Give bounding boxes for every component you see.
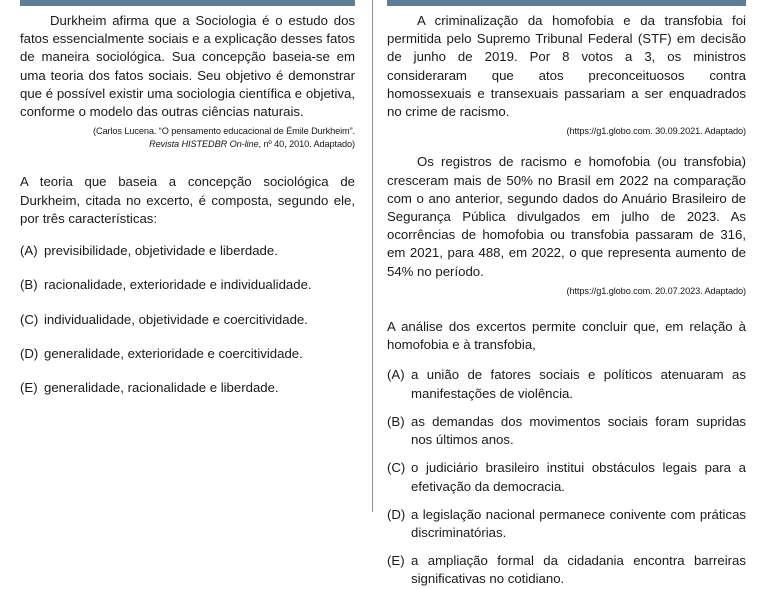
left-source-line-1: (Carlos Lucena. “O pensamento educacional de Émile Durkheim”. xyxy=(93,126,355,137)
option-e-text: a ampliação formal da cidadania encontra barreiras significativas no cotidiano. xyxy=(411,553,746,587)
option-a-text: previsibilidade, objetividade e liberdade. xyxy=(44,243,278,259)
option-d-letter: (D) xyxy=(20,345,39,361)
option-c-text: individualidade, objetividade e coercitividade. xyxy=(44,311,308,327)
left-source-journal-name: Revista HISTEDBR On-line xyxy=(149,139,259,150)
column-header-bar-left xyxy=(20,0,355,6)
option-d[interactable] xyxy=(387,506,746,542)
option-c-letter: (C) xyxy=(387,460,406,476)
option-b-text: racionalidade, exterioridade e individualidade. xyxy=(44,277,312,293)
left-column xyxy=(0,0,372,512)
option-c[interactable] xyxy=(20,311,355,329)
option-e-text: generalidade, racionalidade e liberdade. xyxy=(44,379,279,395)
option-a[interactable] xyxy=(20,242,355,260)
option-d[interactable] xyxy=(20,345,355,363)
right-excerpt-1-text: A criminalização da homofobia e da transfobia foi permitida pelo Supremo Tribunal Federal (STF) em decisão de junho de 2019. Por 8 votos a 3, os ministros consideraram que atos preconceituosos contra homossexuais e transexuais passariam a ser enquadrados no crime de racismo. xyxy=(387,13,746,120)
right-answer-options xyxy=(387,366,746,588)
option-a-letter: (A) xyxy=(20,243,38,259)
option-b[interactable] xyxy=(387,413,746,449)
option-a[interactable] xyxy=(387,366,746,402)
right-excerpt-2-text: Os registros de racismo e homofobia (ou transfobia) cresceram mais de 50% no Brasil em 2022 na comparação com o ano anterior, segundo dados do Anuário Brasileiro de Segurança Pública divulgados em julho de 2023. As ocorrências de homofobia ou transfobia passaram de 316, em 2021, para 488, em 2022, o que representa aumento de 54% no período. xyxy=(387,154,746,279)
left-excerpt-text: Durkheim afirma que a Sociologia é o estudo dos fatos essencialmente sociais e a explicação desses fatos de maneira sociológica. Sua concepção baseia-se em uma teoria dos fatos sociais. Seu objetivo é demonstrar que é possível existir uma sociologia científica e objetiva, conforme o modelo das outras ciências naturais. xyxy=(20,13,355,120)
option-b-letter: (B) xyxy=(20,277,38,293)
option-b-text: as demandas dos movimentos sociais foram supridas nos últimos anos. xyxy=(411,413,746,448)
option-e-letter: (E) xyxy=(20,379,38,395)
option-c[interactable] xyxy=(387,459,746,495)
option-a-letter: (A) xyxy=(387,367,405,383)
option-a-text: a união de fatores sociais e políticos atenuaram as manifestações de violência. xyxy=(411,367,746,401)
option-b[interactable] xyxy=(20,276,355,294)
left-question-stem: A teoria que baseia a concepção sociológica de Durkheim, citada no excerto, é composta, segundo ele, por três características: xyxy=(20,174,355,226)
left-source-journal-details: , nº 40, 2010. Adaptado) xyxy=(258,139,355,150)
option-c-text: o judiciário brasileiro institui obstáculos legais para a efetivação da democracia. xyxy=(411,460,746,494)
option-e[interactable] xyxy=(20,379,355,397)
option-d-text: generalidade, exterioridade e coercitividade. xyxy=(44,345,303,361)
right-source-citation-1: (https://g1.globo.com. 30.09.2021. Adaptado) xyxy=(566,126,746,137)
right-column xyxy=(373,0,768,587)
option-e-letter: (E) xyxy=(387,553,405,569)
left-source-citation xyxy=(20,125,355,151)
option-d-text: a legislação nacional permanece conivente com práticas discriminatórias. xyxy=(411,506,746,540)
option-e[interactable] xyxy=(387,552,746,588)
right-question-stem: A análise dos excertos permite concluir que, em relação à homofobia e à transfobia, xyxy=(387,318,746,353)
column-header-bar-right xyxy=(387,0,746,6)
option-b-letter: (B) xyxy=(387,413,405,429)
right-source-citation-2: (https://g1.globo.com. 20.07.2023. Adaptado) xyxy=(566,285,746,296)
option-c-letter: (C) xyxy=(20,311,39,327)
left-source-line-2 xyxy=(20,138,355,151)
option-d-letter: (D) xyxy=(387,506,406,522)
left-answer-options xyxy=(20,242,355,397)
